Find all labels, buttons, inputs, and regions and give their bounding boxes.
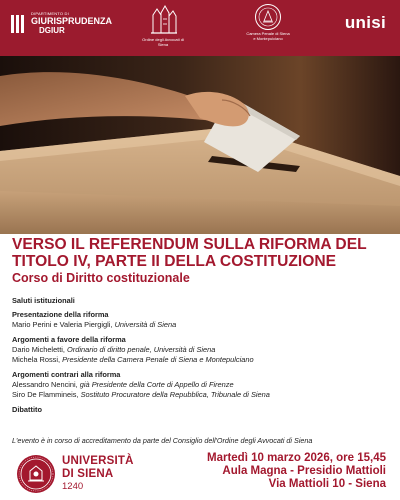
camera-penale-name: Camera Penale di Siena e Montepulciano bbox=[246, 31, 290, 41]
speaker-role: Presidente della Camera Penale di Siena e Montepulciano bbox=[62, 355, 254, 364]
speaker-role: Sostituto Procuratore della Repubblica, Tribunale di Siena bbox=[80, 390, 270, 399]
speaker-role: Università di Siena bbox=[114, 320, 177, 329]
department-prefix: DIPARTIMENTO DI bbox=[31, 11, 69, 16]
ordine-emblem-icon bbox=[148, 3, 178, 37]
university-name-line-2: DI SIENA bbox=[62, 467, 114, 480]
speaker-name: Siro De Flammineis, bbox=[12, 390, 79, 399]
accreditation-note: L'evento è in corso di accreditamento da parte del Consiglio dell'Ordine degli Avvocati di Siena bbox=[12, 436, 313, 445]
speaker-line bbox=[12, 380, 392, 390]
contrari-heading: Argomenti contrari alla riforma bbox=[12, 369, 121, 379]
event-title-line-1: VERSO IL REFERENDUM SULLA RIFORMA DEL bbox=[12, 236, 367, 253]
speaker-line bbox=[12, 390, 392, 400]
speaker-role: Ordinario di diritto penale, Università di Siena bbox=[67, 344, 216, 354]
speaker-name: Dario Micheletti, bbox=[12, 344, 65, 354]
presentazione-heading: Presentazione della riforma bbox=[12, 310, 109, 319]
event-title-line-2: TITOLO IV, PARTE II DELLA COSTITUZIONE bbox=[12, 253, 337, 270]
speaker-line bbox=[12, 320, 392, 330]
favore-heading: Argomenti a favore della riforma bbox=[12, 334, 126, 344]
department-logo bbox=[10, 12, 112, 35]
header-bar bbox=[0, 0, 400, 56]
saluti-heading: Saluti istituzionali bbox=[12, 296, 75, 305]
speaker-line bbox=[12, 345, 392, 355]
event-address: Via Mattioli 10 - Siena bbox=[268, 478, 386, 490]
camera-penale-logo bbox=[246, 3, 290, 41]
event-date: Martedì 10 marzo 2026, ore 15,45 bbox=[207, 452, 386, 464]
speaker-name: Alessandro Nencini, bbox=[12, 379, 78, 389]
university-name-line-1: UNIVERSITÀ bbox=[62, 455, 134, 468]
university-seal-icon bbox=[16, 454, 56, 494]
speaker-role: già Presidente della Corte di Appello di Firenze bbox=[79, 379, 234, 389]
university-logo bbox=[16, 454, 134, 494]
speaker-name: Mario Perini e Valeria Piergigli, bbox=[12, 320, 113, 329]
camera-penale-emblem-icon bbox=[254, 3, 282, 31]
department-code: DGIUR bbox=[39, 26, 65, 35]
department-name: GIURISPRUDENZA bbox=[31, 16, 113, 26]
event-title-block bbox=[12, 236, 392, 286]
speaker-name: Michela Rossi, bbox=[12, 355, 61, 364]
ordine-name: Ordine degli Avvocati di Siena bbox=[142, 37, 184, 47]
program bbox=[12, 296, 392, 414]
event-place: Aula Magna - Presidio Mattioli bbox=[222, 465, 386, 477]
unisi-logo: unisi bbox=[344, 13, 386, 32]
ordine-avvocati-logo bbox=[138, 3, 188, 47]
university-year: 1240 bbox=[62, 481, 84, 493]
event-details bbox=[207, 452, 386, 491]
department-emblem-icon bbox=[10, 13, 26, 35]
speaker-line bbox=[12, 355, 392, 365]
ballot-box-photo bbox=[0, 56, 400, 234]
event-subtitle: Corso di Diritto costituzionale bbox=[12, 271, 190, 285]
dibattito-heading: Dibattito bbox=[12, 404, 42, 414]
